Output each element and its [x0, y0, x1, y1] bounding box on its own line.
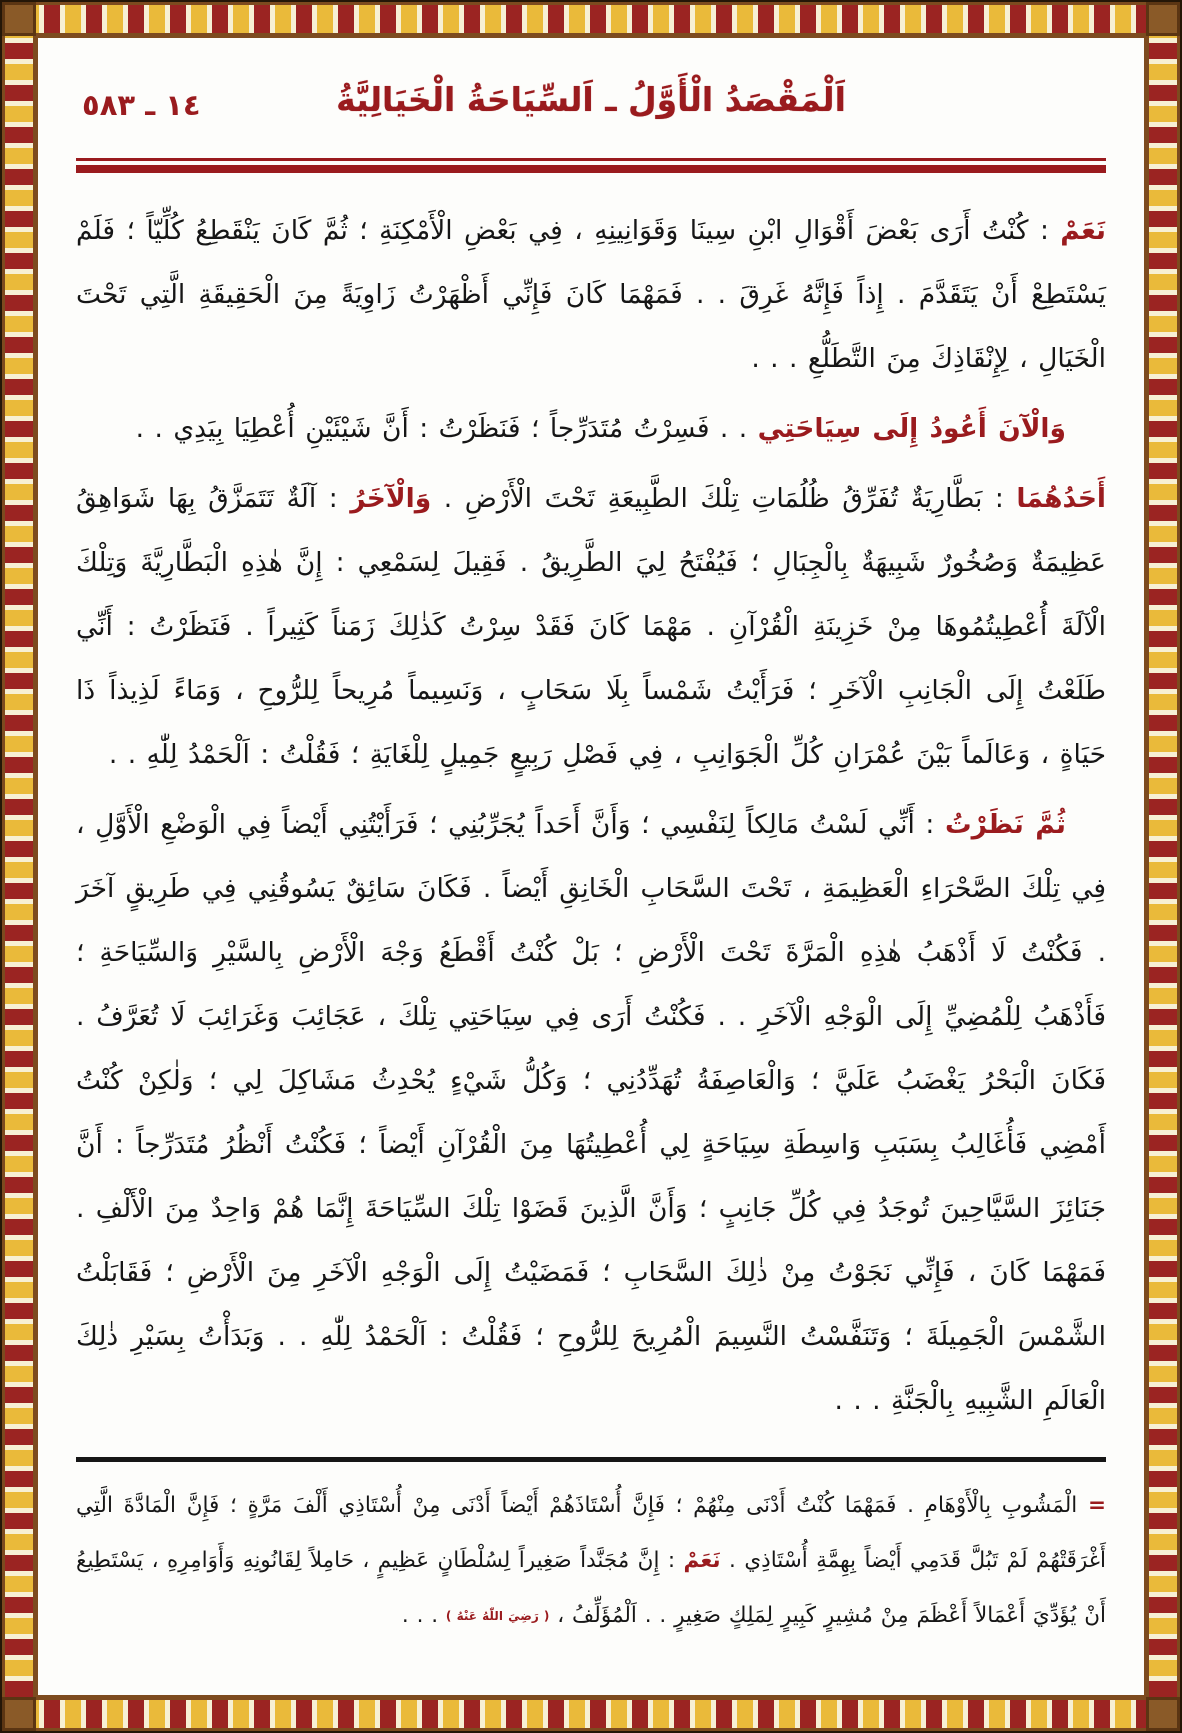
- header-rule: [76, 158, 1106, 173]
- text-segment: أَحَدُهُمَا: [1016, 483, 1107, 514]
- page-title: اَلْمَقْصَدُ الْأَوَّلُ ـ اَلسِّيَاحَةُ الْخَيَالِيَّةُ: [336, 80, 846, 119]
- footnote-separator: [76, 1457, 1106, 1462]
- text-segment: وَالْآنَ أَعُودُ إِلَى سِيَاحَتِي: [757, 413, 1066, 444]
- frame-corner-ornament: [1146, 1697, 1180, 1731]
- text-segment: : آلَةٌ تَتَمَزَّقُ بِهَا شَوَاهِقُ عَظِيمَةٌ وَصُخُورٌ شَبِيهَةٌ بِالْجِبَالِ ؛ فَيُفْتَحُ لِيَ الطَّرِيقُ . فَقِيلَ لِسَمْعِي : إِنَّ هٰذِهِ الْبَطَّارِيَّةَ وَتِلْكَ الْآلَةَ أُعْطِيتُمُوهَا مِنْ خَزِينَةِ الْقُرْآنِ . مَهْمَا كَانَ فَقَدْ سِرْتُ كَذٰلِكَ زَمَناً كَثِيراً . فَنَظَرْتُ : أَنِّي طَلَعْتُ إِلَى الْجَانِبِ الْآخَرِ ؛ فَرَأَيْتُ شَمْساً بِلَا سَحَابٍ ، وَنَسِيماً مُرِيحاً لِلرُّوحِ ، وَمَاءً لَذِيذاً ذَا حَيَاةٍ ، وَعَالَماً بَيْنَ عُمْرَانِ كُلِّ الْجَوَانِبِ ، فِي فَصْلِ رَبِيعٍ جَمِيلٍ لِلْغَايَةِ ؛ فَقُلْتُ : اَلْحَمْدُ لِلّٰهِ . .: [76, 483, 1106, 770]
- frame-corner-ornament: [2, 2, 36, 36]
- text-segment: : كُنْتُ أَرَى بَعْضَ أَقْوَالِ ابْنِ سِينَا وَقَوَانِينِهِ ، فِي بَعْضِ الْأَمْكِنَةِ ؛ ثُمَّ كَانَ يَنْقَطِعُ كُلِّيّاً ؛ فَلَمْ يَسْتَطِعْ أَنْ يَتَقَدَّمَ . إِذاً فَإِنَّهُ غَرِقَ . . فَمَهْمَا كَانَ فَإِنِّي أَظْهَرْتُ زَاوِيَةً مِنَ الْحَقِيقَةِ الَّتِي تَحْتَ الْخَيَالِ ، لِإِنْقَاذِكَ مِنَ التَّطَلُّعِ . . .: [76, 215, 1106, 374]
- body-text: [76, 199, 1106, 1433]
- footnote: [76, 1478, 1106, 1646]
- text-segment: ثُمَّ نَظَرْتُ: [944, 809, 1066, 840]
- text-segment: =: [1087, 1493, 1106, 1518]
- paragraph-return-to-journey: [76, 397, 1106, 461]
- page-header: [76, 66, 1106, 144]
- frame-border-left: [2, 36, 36, 1697]
- frame-border-top: [2, 2, 1180, 36]
- paragraph-naam: [76, 199, 1106, 391]
- paragraph-two-gifts: [76, 467, 1106, 787]
- page-number: ١٤ ـ ٥٨٣: [82, 88, 201, 122]
- text-segment: . . فَسِرْتُ مُتَدَرِّجاً ؛ فَنَظَرْتُ : أَنَّ شَيْئَيْنِ أُعْطِيَا بِيَدِي . .: [135, 413, 758, 444]
- frame-corner-ornament: [2, 1697, 36, 1731]
- text-segment: الْمَشُوبِ بِالْأَوْهَامِ . فَمَهْمَا كُنْتُ أَدْنَى مِنْهُمْ ؛ فَإِنَّ أُسْتَاذَهُمْ أَيْضاً أَدْنَى مِنْ أُسْتَاذِي أَلْفَ مَرَّةٍ ؛ فَإِنَّ الْمَادَّةَ الَّتِي أَغْرَقَتْهُمْ لَمْ تَبُلَّ قَدَمِي أَيْضاً بِهِمَّةِ أُسْتَاذِي .: [76, 1493, 1106, 1573]
- text-segment: . . .: [401, 1603, 446, 1628]
- text-segment: نَعَمْ: [1060, 215, 1106, 246]
- paragraph-then-i-looked: [76, 793, 1106, 1433]
- header-rule-thick-line: [76, 165, 1106, 173]
- text-segment: : أَنِّي لَسْتُ مَالِكاً لِنَفْسِي ؛ وَأَنَّ أَحَداً يُجَرِّبُنِي ؛ فَرَأَيْتُنِي أَيْضاً فِي الْوَضْعِ الْأَوَّلِ ، فِي تِلْكَ الصَّحْرَاءِ الْعَظِيمَةِ ، تَحْتَ السَّحَابِ الْخَانِقِ أَيْضاً . فَكَانَ سَائِقٌ يَسُوقُنِي فِي طَرِيقٍ آخَرَ . فَكُنْتُ لَا أَذْهَبُ هٰذِهِ الْمَرَّةَ تَحْتَ الْأَرْضِ ؛ بَلْ كُنْتُ أَقْطَعُ وَجْهَ الْأَرْضِ بِالسَّيْرِ وَالسِّيَاحَةِ ؛ فَأَذْهَبُ لِلْمُضِيِّ إِلَى الْوَجْهِ الْآخَرِ . . فَكُنْتُ أَرَى فِي سِيَاحَتِي تِلْكَ ، عَجَائِبَ وَغَرَائِبَ لَا تُعَرَّفُ . فَكَانَ الْبَحْرُ يَغْضَبُ عَلَيَّ ؛ وَالْعَاصِفَةُ تُهَدِّدُنِي ؛ وَكُلُّ شَيْءٍ يُحْدِثُ مَشَاكِلَ لِي ؛ وَلٰكِنْ كُنْتُ أَمْضِي فَأُغَالِبُ بِسَبَبِ وَاسِطَةِ سِيَاحَةٍ لِي أُعْطِيتُهَا مِنَ الْقُرْآنِ أَيْضاً ؛ فَكُنْتُ أَنْظُرُ مُتَدَرِّجاً : أَنَّ جَنَائِزَ السَّيَّاحِينَ تُوجَدُ فِي كُلِّ جَانِبٍ ؛ وَأَنَّ الَّذِينَ قَضَوْا تِلْكَ السِّيَاحَةَ إِنَّمَا هُمْ وَاحِدٌ مِنَ الْأَلْفِ . فَمَهْمَا كَانَ ، فَإِنِّي نَجَوْتُ مِنْ ذٰلِكَ السَّحَابِ ؛ فَمَضَيْتُ إِلَى الْوَجْهِ الْآخَرِ مِنَ الْأَرْضِ ؛ فَقَابَلْتُ الشَّمْسَ الْجَمِيلَةَ ؛ وَتَنَفَّسْتُ النَّسِيمَ الْمُرِيحَ لِلرُّوحِ ؛ فَقُلْتُ : اَلْحَمْدُ لِلّٰهِ . . وَبَدَأْتُ بِسَيْرِ ذٰلِكَ الْعَالَمِ الشَّبِيهِ بِالْجَنَّةِ . . .: [76, 809, 1106, 1416]
- footnote-text: [76, 1478, 1106, 1646]
- text-segment: نَعَمْ: [683, 1548, 721, 1573]
- frame-border-bottom: [2, 1697, 1180, 1731]
- text-segment: : إِنَّ مُجَنَّداً صَغِيراً لِسُلْطَانٍ عَظِيمٍ ، حَامِلاً لِقَانُونِهِ وَأَوَامِرِهِ ، يَسْتَطِيعُ أَنْ يُؤَدِّيَ أَعْمَالاً أَعْظَمَ مِنْ مُشِيرٍ كَبِيرٍ لِمَلِكٍ صَغِيرٍ . . اَلْمُؤَلِّفُ ،: [76, 1548, 1106, 1628]
- frame-corner-ornament: [1146, 2, 1180, 36]
- text-segment: وَالْآخَرُ: [350, 483, 432, 514]
- author-seal-icon: ( رَضِيَ اللّٰهُ عَنْهُ ): [445, 1609, 550, 1623]
- text-segment: : بَطَّارِيَةٌ تُفَرِّقُ ظُلُمَاتِ تِلْكَ الطَّبِيعَةِ تَحْتَ الْأَرْضِ .: [431, 483, 1017, 514]
- frame-border-right: [1146, 36, 1180, 1697]
- page-content: [36, 36, 1146, 1697]
